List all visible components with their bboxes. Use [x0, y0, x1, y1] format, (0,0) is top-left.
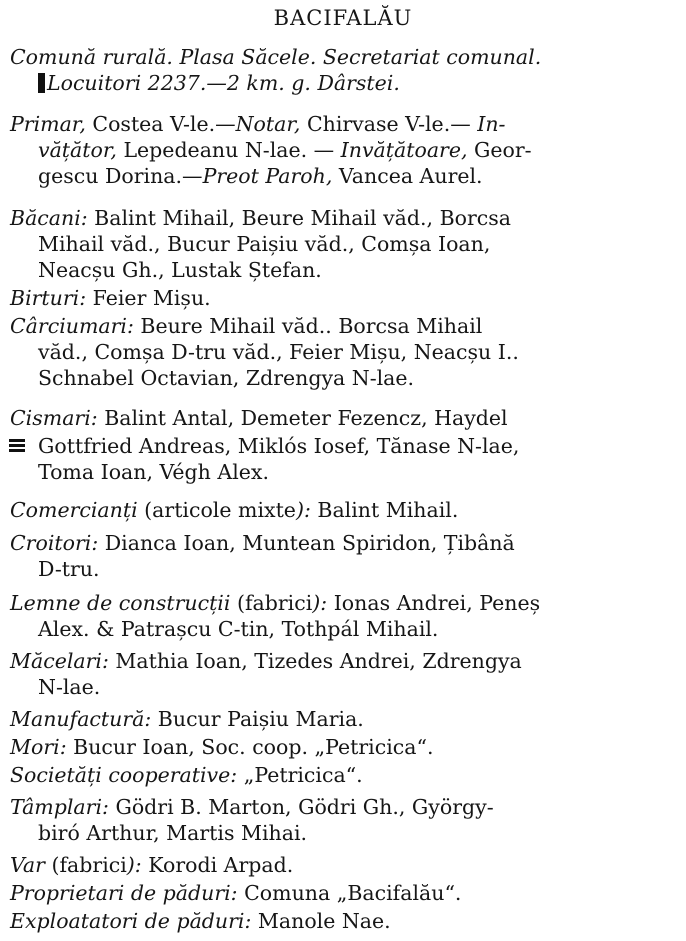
text-run: Beure Mihail văd.. Borcsa Mihail: [133, 314, 483, 338]
text-run: Toma Ioan, Végh Alex.: [38, 460, 269, 484]
text-run: Comună rurală. Plasa Săcele. Secretariat comunal.: [10, 45, 542, 69]
text-run: (articole mixte: [137, 498, 296, 522]
text-run: Manole Nae.: [251, 909, 391, 933]
italic-text: Exploatatori de păduri:: [10, 909, 252, 933]
entry-societati: [10, 762, 363, 788]
text-run: N-lae.: [38, 675, 101, 699]
text-run: Geor-: [467, 138, 532, 162]
italic-text: ):: [126, 853, 142, 877]
italic-text: Primar,: [10, 112, 86, 136]
italic-text: Comercianți: [10, 498, 138, 522]
text-run: Dianca Ioan, Muntean Spiridon, Țibână: [98, 531, 515, 555]
text-run: Locuitori 2237.—2 km. g. Dârstei.: [47, 71, 400, 95]
entry-macelari-line-2: [38, 674, 100, 700]
entry-comercianti: [10, 497, 458, 523]
text-run: Feier Mișu.: [86, 286, 211, 310]
text-run: Lepedeanu N-lae. —: [116, 138, 341, 162]
text-run: Ionas Andrei, Peneș: [327, 591, 541, 615]
text-run: (fabrici: [44, 853, 127, 877]
italic-text: Var: [10, 853, 45, 877]
italic-text: In-: [477, 112, 506, 136]
commune-description-line: [10, 44, 674, 70]
italic-text: Societăți cooperative:: [10, 763, 238, 787]
italic-text: Invățătoare,: [340, 138, 468, 162]
text-run: gescu Dorina.—: [38, 164, 203, 188]
population-line: [38, 70, 400, 96]
entry-bacani-line-2: [38, 231, 490, 257]
text-run: Gottfried Andreas, Miklós Iosef, Tănase N-lae,: [38, 434, 520, 458]
italic-text: Manufactură:: [10, 707, 152, 731]
entry-manufactura: [10, 706, 364, 732]
officials-line-2: [38, 137, 532, 163]
entry-mori: [10, 734, 433, 760]
italic-text: Birturi:: [10, 286, 87, 310]
italic-text: Măcelari:: [10, 649, 109, 673]
text-run: Bucur Paișiu Maria.: [151, 707, 364, 731]
entry-cismari-line-2: [38, 433, 519, 459]
text-run: biró Arthur, Martis Mihai.: [38, 821, 308, 845]
italic-text: Cismari:: [10, 406, 98, 430]
text-run: Balint Mihail.: [310, 498, 459, 522]
text-run: văd., Comșa D-tru văd., Feier Mișu, Neacșu I..: [38, 340, 519, 364]
entry-exploatatori: [10, 908, 391, 934]
entry-cismari-line-3: [38, 459, 269, 485]
text-run: Korodi Arpad.: [141, 853, 294, 877]
entry-bacani-line-1: [10, 205, 511, 231]
text-run: Comuna „Bacifalău“.: [237, 881, 462, 905]
entry-croitori-line-2: [38, 556, 100, 582]
text-run: Balint Mihail, Beure Mihail văd., Borcsa: [87, 206, 511, 230]
entry-tamplari-line-2: [38, 820, 307, 846]
page-title: BACIFALĂU: [273, 6, 413, 30]
text-run: „Petricica“.: [237, 763, 363, 787]
text-run: Neacșu Gh., Lustak Ștefan.: [38, 258, 322, 282]
text-run: Alex. & Patrașcu C-tin, Tothpál Mihail.: [38, 617, 439, 641]
text-run: Bucur Ioan, Soc. coop. „Petricica“.: [66, 735, 434, 759]
entry-carciumari-line-2: [38, 339, 519, 365]
text-run: Chirvase V-le.—: [300, 112, 478, 136]
entry-carciumari-line-1: [10, 313, 482, 339]
entry-macelari-line-1: [10, 648, 522, 674]
italic-text: Notar,: [235, 112, 301, 136]
entry-bacani-line-3: [38, 257, 322, 283]
entry-lemne-line-1: [10, 590, 540, 616]
italic-text: Croitori:: [10, 531, 99, 555]
entry-cismari-line-1: [10, 405, 508, 431]
margin-mark: [38, 73, 45, 93]
italic-text: Băcani:: [10, 206, 88, 230]
officials-line-3: [38, 163, 483, 189]
entry-birturi: [10, 285, 211, 311]
text-run: Costea V-le.—: [85, 112, 236, 136]
italic-text: Lemne de construcții: [10, 591, 231, 615]
entry-lemne-line-2: [38, 616, 438, 642]
text-run: Gödri B. Marton, Gödri Gh., György-: [108, 795, 494, 819]
margin-mark: [9, 439, 25, 454]
text-run: Schnabel Octavian, Zdrengya N-lae.: [38, 366, 415, 390]
text-run: Mathia Ioan, Tizedes Andrei, Zdrengya: [108, 649, 522, 673]
italic-text: Mori:: [10, 735, 67, 759]
text-run: Mihail văd., Bucur Paișiu văd., Comșa Ioan,: [38, 232, 491, 256]
entry-carciumari-line-3: [38, 365, 414, 391]
entry-var: [10, 852, 293, 878]
text-run: Vancea Aurel.: [332, 164, 483, 188]
officials-line-1: [10, 111, 674, 137]
entry-tamplari-line-1: [10, 794, 494, 820]
text-run: Balint Antal, Demeter Fezencz, Haydel: [97, 406, 508, 430]
italic-text: Proprietari de păduri:: [10, 881, 238, 905]
italic-text: Cârciumari:: [10, 314, 134, 338]
text-run: D-tru.: [38, 557, 100, 581]
italic-text: ):: [312, 591, 328, 615]
italic-text: ):: [295, 498, 311, 522]
entry-croitori-line-1: [10, 530, 515, 556]
italic-text: vățător,: [38, 138, 117, 162]
italic-text: Tâmplari:: [10, 795, 109, 819]
entry-proprietari: [10, 880, 461, 906]
text-run: (fabrici: [230, 591, 313, 615]
italic-text: Preot Paroh,: [202, 164, 333, 188]
